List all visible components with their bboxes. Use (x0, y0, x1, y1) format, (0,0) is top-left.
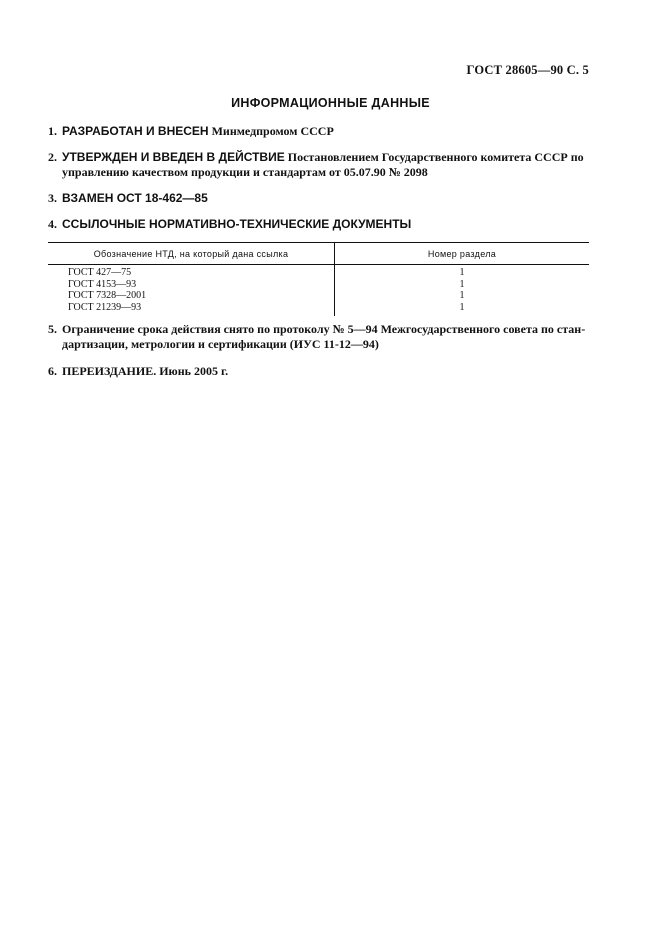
cell-section: 1 (459, 278, 465, 290)
info-item-5 (48, 322, 591, 352)
item-heading: ССЫЛОЧНЫЕ НОРМАТИВНО-ТЕХНИЧЕСКИЕ ДОКУМЕНТЫ (62, 217, 412, 231)
column-header-section: Номер раздела (335, 243, 590, 265)
item-text-continuation: дартизации, метрологии и сертификации (ИУС 11-12—94) (62, 337, 379, 351)
item-number: 6. (48, 364, 57, 378)
item-text: Минмедпромом СССР (208, 124, 334, 138)
section-title: ИНФОРМАЦИОННЫЕ ДАННЫЕ (231, 96, 430, 110)
page-header: ГОСТ 28605—90 С. 5 (466, 63, 589, 77)
info-item-2 (48, 150, 591, 180)
column-header-document: Обозначение НТД, на который дана ссылка (48, 243, 335, 265)
item-number: 4. (48, 217, 57, 231)
cell-section: 1 (459, 301, 465, 313)
item-number: 1. (48, 124, 57, 138)
cell-document: ГОСТ 427—75 (48, 265, 335, 279)
info-item-1 (48, 124, 591, 139)
cell-section: 1 (459, 267, 465, 278)
info-item-3 (48, 191, 591, 206)
item-heading: РАЗРАБОТАН И ВНЕСЕН (62, 124, 209, 138)
table-row (48, 290, 589, 302)
item-text: Постановлением Государственного комитета СССР по (284, 150, 584, 164)
references-table (48, 242, 589, 316)
cell-document: ГОСТ 21239—93 (48, 302, 335, 317)
table-row (48, 279, 589, 291)
table-header-row (48, 243, 589, 265)
info-item-6 (48, 364, 591, 379)
table-row (48, 265, 589, 279)
item-text: Ограничение срока действия снято по протоколу № 5—94 Межгосударственного совета по стан- (62, 322, 586, 336)
item-heading: УТВЕРЖДЕН И ВВЕДЕН В ДЕЙСТВИЕ (62, 150, 285, 164)
item-text-continuation: управлению качеством продукции и стандартам от 05.07.90 № 2098 (62, 165, 428, 179)
item-number: 5. (48, 322, 57, 336)
cell-document: ГОСТ 4153—93 (48, 279, 335, 291)
item-number: 2. (48, 150, 57, 164)
cell-section: 1 (459, 290, 465, 301)
item-heading: ПЕРЕИЗДАНИЕ. (62, 364, 157, 378)
item-text: Июнь 2005 г. (156, 364, 229, 378)
cell-document: ГОСТ 7328—2001 (48, 290, 335, 302)
info-item-4 (48, 217, 591, 232)
item-heading: ВЗАМЕН ОСТ 18-462—85 (62, 191, 208, 205)
table-row (48, 302, 589, 317)
item-number: 3. (48, 191, 57, 205)
